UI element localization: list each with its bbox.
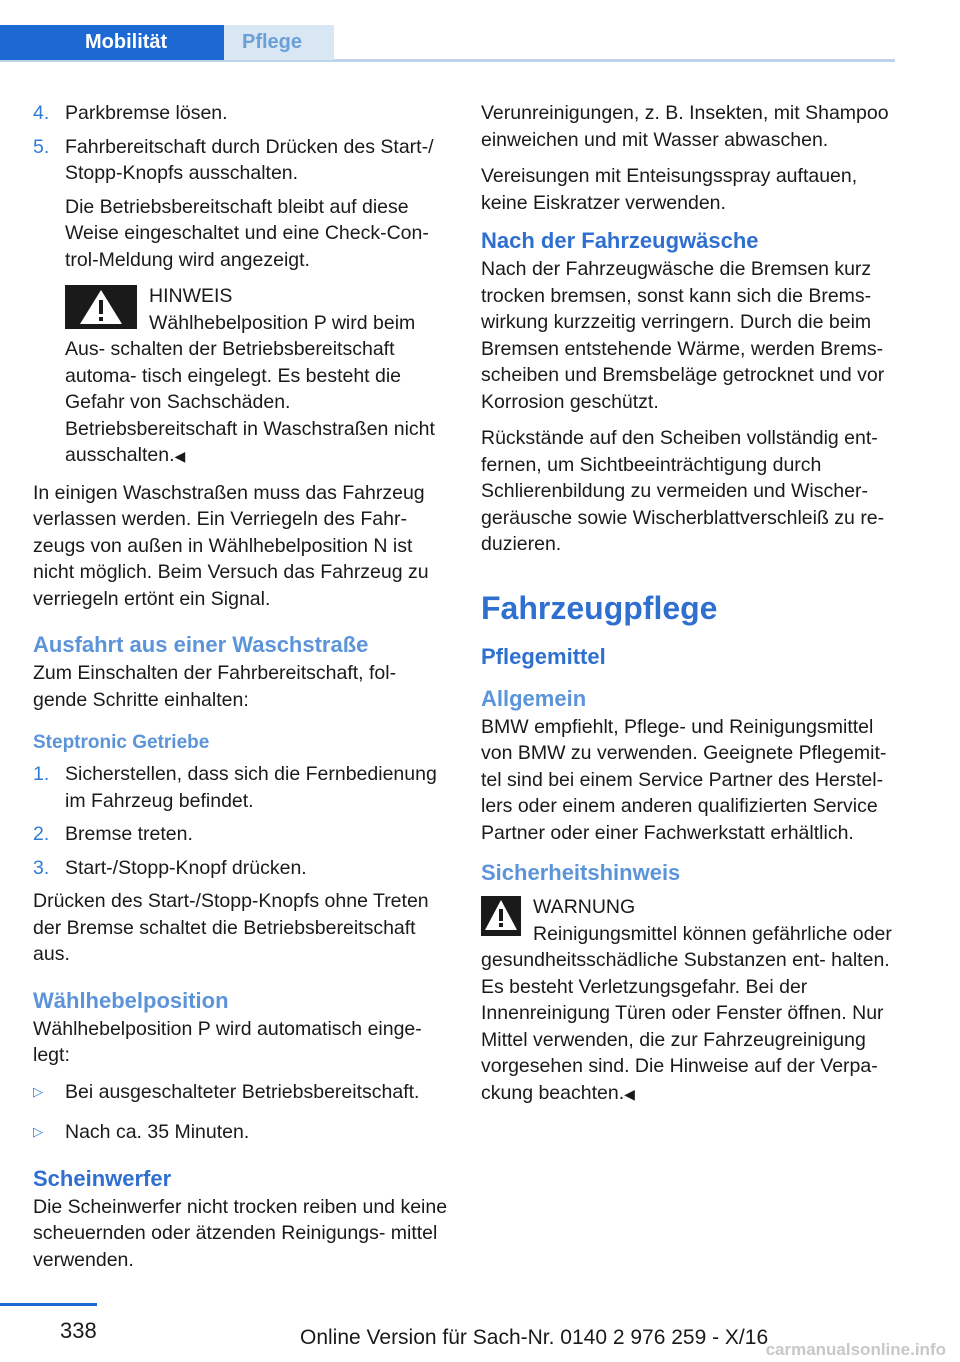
paragraph: Wählhebelposition P wird automatisch einge- legt: bbox=[33, 1017, 422, 1066]
heading-fahrzeugpflege: Fahrzeugpflege bbox=[481, 589, 718, 626]
step-text: Parkbremse lösen. bbox=[65, 102, 228, 124]
heading-sicherheit: Sicherheitshinweis bbox=[481, 860, 681, 885]
list-item bbox=[33, 855, 453, 882]
bullet-text: Bei ausgeschalteter Betriebsbereitschaft. bbox=[65, 1080, 420, 1103]
heading-steptronic: Steptronic Getriebe bbox=[33, 732, 210, 753]
paragraph: Drücken des Start-/Stopp-Knopfs ohne Treten der Bremse schaltet die Betriebsbereitschaft aus. bbox=[33, 890, 429, 965]
paragraph: BMW empfiehlt, Pflege- und Reinigungsmittel von BMW zu verwenden. Geeignete Pflegemit- tel sind bei einem Service Partner des Herstel- lers oder einem anderen qualifizierten Service Partner oder einer Fachwerkstatt erhältlich. bbox=[481, 715, 887, 844]
step-number: 5. bbox=[33, 135, 50, 158]
warning-box bbox=[481, 894, 901, 1107]
tab-mobilitaet[interactable]: Mobilität bbox=[0, 25, 224, 60]
tab-pflege[interactable]: Pflege bbox=[224, 25, 334, 60]
heading-nach-waesche: Nach der Fahrzeugwäsche bbox=[481, 228, 759, 253]
step-text: Bremse treten. bbox=[65, 823, 193, 845]
heading-scheinwerfer: Scheinwerfer bbox=[33, 1165, 172, 1191]
hint-title: HINWEIS bbox=[149, 285, 233, 307]
triangle-bullet-icon: ▷ bbox=[33, 1083, 43, 1099]
list-item bbox=[33, 821, 453, 848]
list-item bbox=[33, 134, 453, 187]
step-number: 2. bbox=[33, 823, 50, 845]
heading-pflegemittel: Pflegemittel bbox=[481, 643, 606, 669]
watermark: carmanualsonline.info bbox=[765, 1340, 946, 1359]
list-item bbox=[33, 761, 453, 814]
warning-title: WARNUNG bbox=[533, 896, 636, 918]
footer-line bbox=[0, 1303, 97, 1306]
hint-box bbox=[33, 283, 453, 470]
paragraph: Verunreinigungen, z. B. Insekten, mit Shampoo einweichen und mit Wasser abwaschen. bbox=[481, 102, 889, 151]
paragraph: Vereisungen mit Enteisungsspray auftauen, keine Eiskratzer verwenden. bbox=[481, 165, 858, 214]
step-continuation: Die Betriebsbereitschaft bleibt auf diese Weise eingeschaltet und eine Check-Con- trol-Meldung wird angezeigt. bbox=[65, 195, 429, 271]
warning-icon bbox=[65, 285, 137, 329]
heading-ausfahrt: Ausfahrt aus einer Waschstraße bbox=[33, 632, 369, 657]
end-mark: ◀ bbox=[174, 448, 186, 464]
warning-text: Reinigungsmittel können gefährliche oder gesundheitsschädliche Substanzen ent- halten. Es besteht Verletzungsgefahr. Bei der Innenreinigung Türen oder Fenster öffnen. Nur Mittel verwenden, die zur Fahrzeugreinigung vorgesehen sind. Die Hinweise auf der Verpa- ckung beachten. bbox=[481, 922, 892, 1104]
step-number: 3. bbox=[33, 856, 50, 879]
warning-icon bbox=[481, 896, 521, 936]
step-text: Start-/Stopp-Knopf drücken. bbox=[65, 856, 307, 879]
paragraph: Zum Einschalten der Fahrbereitschaft, fol- gende Schritte einhalten: bbox=[33, 662, 397, 711]
left-column bbox=[33, 100, 453, 1283]
step-number: 1. bbox=[33, 763, 50, 785]
triangle-bullet-icon: ▷ bbox=[33, 1124, 43, 1139]
paragraph: Nach der Fahrzeugwäsche die Bremsen kurz trocken bremsen, sonst kann sich die Brems- wirkung kurzzeitig verringern. Durch die beim Bremsen entstehende Wärme, werden Brems- scheiben und Bremsbeläge getrocknet und vor Korrosion geschützt. bbox=[481, 258, 885, 413]
hint-text: Wählhebelposition P wird beim Aus- schalten der Betriebsbereitschaft automa- tisch eingelegt. Es besteht die Gefahr von Sachschäden. Betriebsbereitschaft in Waschstraßen nicht ausschalten. bbox=[65, 311, 435, 466]
bullet-item bbox=[33, 1079, 453, 1106]
bullet-text: Nach ca. 35 Minuten. bbox=[65, 1121, 250, 1143]
step-text: Fahrbereitschaft durch Drücken des Start-/ Stopp-Knopfs ausschalten. bbox=[65, 135, 434, 184]
page-number: 338 bbox=[60, 1318, 97, 1343]
paragraph: In einigen Waschstraßen muss das Fahrzeug verlassen werden. Ein Verriegeln des Fahr- zeugs von außen in Wählhebelposition N ist nicht möglich. Beim Versuch das Fahrzeug zu verriegeln ertönt ein Signal. bbox=[33, 481, 429, 610]
step-number: 4. bbox=[33, 102, 50, 124]
online-version-note: Online Version für Sach-Nr. 0140 2 976 259 - X/16 bbox=[300, 1326, 769, 1349]
paragraph: Die Scheinwerfer nicht trocken reiben und keine scheuernden oder ätzenden Reinigungs- mittel verwenden. bbox=[33, 1195, 448, 1271]
section-tabs bbox=[0, 25, 895, 62]
heading-allgemein: Allgemein bbox=[481, 685, 587, 711]
bullet-item bbox=[33, 1119, 453, 1146]
heading-waehlhebel: Wählhebelposition bbox=[33, 987, 229, 1013]
paragraph: Rückstände auf den Scheiben vollständig ent- fernen, um Sichtbeeinträchtigung durch Schlierenbildung zu vermeiden und Wischer- geräusche sowie Wischerblattverschleiß zu re- duzieren. bbox=[481, 427, 885, 555]
list-item bbox=[33, 100, 453, 127]
right-column bbox=[481, 100, 901, 1117]
step-text: Sicherstellen, dass sich die Fernbedienung im Fahrzeug befindet. bbox=[65, 763, 437, 812]
end-mark: ◀ bbox=[624, 1085, 635, 1102]
